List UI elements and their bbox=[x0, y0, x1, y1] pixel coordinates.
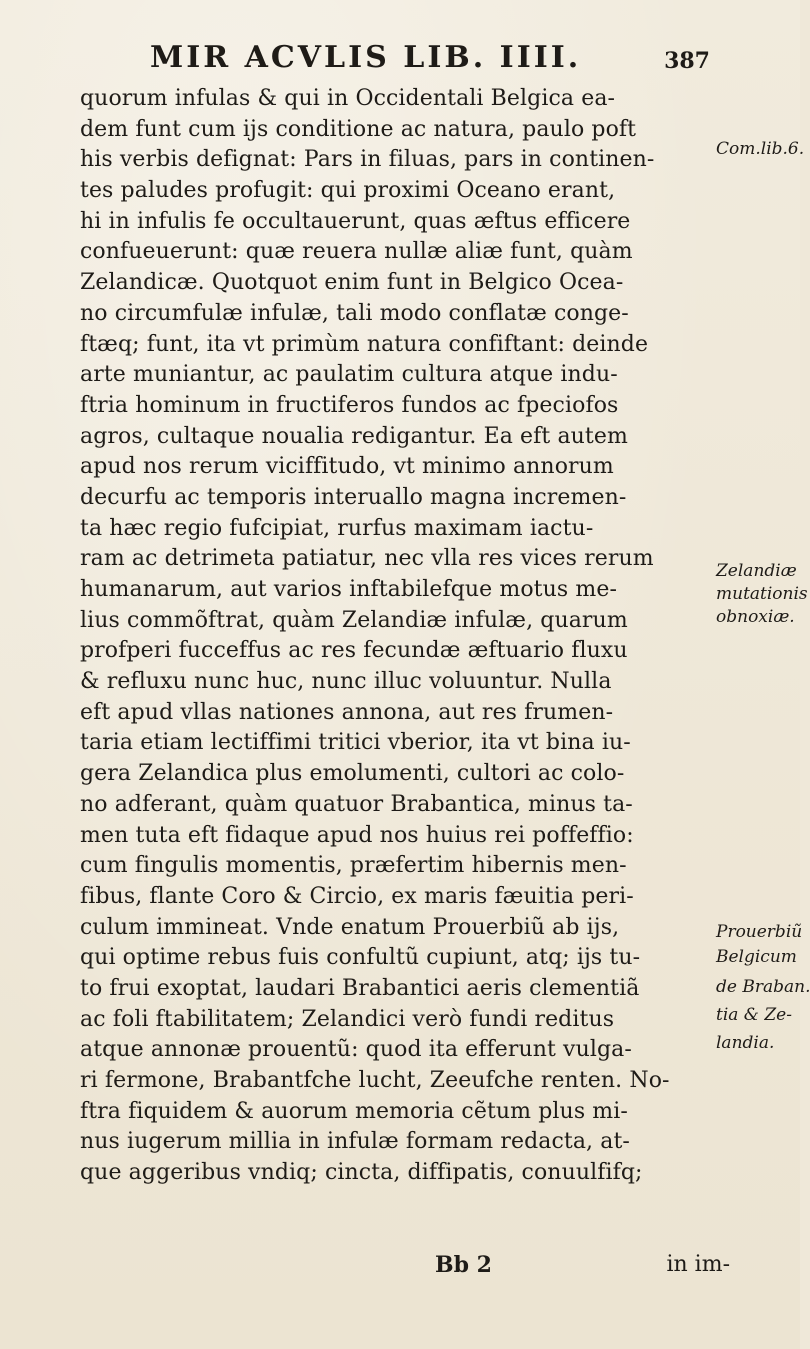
catchword: in im- bbox=[666, 1252, 730, 1277]
text-line: cum fingulis momentis, præfertim hibernis men- bbox=[80, 853, 627, 879]
text-line: no circumfulæ infulæ, tali modo conflatæ conge- bbox=[80, 300, 629, 326]
margin-note: landia. bbox=[716, 1033, 775, 1053]
text-line: arte muniantur, ac paulatim cultura atque indu- bbox=[80, 362, 618, 388]
text-line: eft apud vllas nationes annona, aut res frumen- bbox=[80, 699, 614, 725]
text-line: quorum infulas & qui in Occidentali Belgica ea- bbox=[80, 86, 616, 111]
margin-note: Belgicum bbox=[716, 947, 797, 967]
text-line: taria etiam lectiffimi tritici vberior, ita vt bina iu- bbox=[80, 730, 631, 756]
text-line: hi in infulis fe occultauerunt, quas æftus efficere bbox=[80, 208, 631, 234]
text-line: Zelandicæ. Quotquot enim funt in Belgico Ocea- bbox=[80, 270, 624, 296]
body-text bbox=[80, 84, 730, 1189]
page-number: 387 bbox=[664, 48, 710, 74]
text-line: agros, cultaque noualia redigantur. Ea eft autem bbox=[80, 423, 628, 449]
text-line: gera Zelandica plus emolumenti, cultori ac colo- bbox=[80, 761, 625, 787]
text-line: culum immineat. Vnde enatum Prouerbiũ ab ijs, bbox=[80, 914, 620, 940]
text-line: & refluxu nunc huc, nunc illuc voluuntur. Nulla bbox=[80, 669, 612, 695]
text-line: fibus, flante Coro & Circio, ex maris fæuitia peri- bbox=[80, 883, 634, 909]
text-line: to frui exoptat, laudari Brabantici aeris clementiã bbox=[80, 975, 640, 1001]
text-line: ftæq; funt, ita vt primùm natura confiftant: deinde bbox=[80, 331, 649, 357]
text-line: lius commõftrat, quàm Zelandiæ infulæ, quarum bbox=[80, 607, 628, 633]
text-line: ac foli ftabilitatem; Zelandici verò fundi reditus bbox=[80, 1006, 615, 1032]
text-line: tes paludes profugit: qui proximi Oceano erant, bbox=[80, 178, 616, 204]
text-line: ram ac detrimeta patiatur, nec vlla res vices rerum bbox=[80, 546, 654, 572]
text-line: ta hæc regio fufcipiat, rurfus maximam iactu- bbox=[80, 515, 594, 541]
margin-note: Com.lib.6. bbox=[716, 139, 805, 159]
page-header bbox=[150, 40, 710, 80]
text-line: atque annonæ prouentũ: quod ita efferunt vulga- bbox=[80, 1037, 632, 1063]
text-line: dem funt cum ijs conditione ac natura, paulo poft bbox=[80, 116, 637, 142]
text-line: qui optime rebus fuis confultũ cupiunt, atq; ijs tu- bbox=[80, 945, 641, 971]
margin-note: tia & Ze- bbox=[716, 1005, 792, 1025]
text-line: humanarum, aut varios inftabilefque motus me- bbox=[80, 577, 617, 602]
text-line: ri fermone, Brabantfche lucht, Zeeufche renten. No- bbox=[80, 1068, 670, 1093]
running-head: MIR ACVLIS LIB. IIII. bbox=[150, 40, 582, 75]
text-line: profperi fucceffus ac res fecundæ æftuario fluxu bbox=[80, 638, 628, 664]
text-line: no adferant, quàm quatuor Brabantica, minus ta- bbox=[80, 791, 633, 817]
margin-note: obnoxiæ. bbox=[716, 607, 795, 627]
text-line: que aggeribus vndiq; cincta, diffipatis, conuulfifq; bbox=[80, 1160, 643, 1186]
margin-note: de Braban. bbox=[716, 977, 810, 997]
margin-note: Zelandiæ bbox=[716, 561, 797, 581]
margin-note: mutationis bbox=[716, 584, 808, 604]
text-line: ftria hominum in fructiferos fundos ac fpeciofos bbox=[80, 392, 619, 418]
text-line: ftra fiquidem & auorum memoria cẽtum plus mi- bbox=[80, 1098, 628, 1124]
text-line: apud nos rerum viciffitudo, vt minimo annorum bbox=[80, 454, 614, 480]
text-line: confueuerunt: quæ reuera nullæ aliæ funt, quàm bbox=[80, 239, 633, 265]
text-line: decurfu ac temporis interuallo magna incremen- bbox=[80, 484, 627, 510]
margin-note: Prouerbiũ bbox=[716, 922, 803, 942]
text-line: men tuta eft fidaque apud nos huius rei poffeffio: bbox=[80, 822, 634, 848]
text-line: nus iugerum millia in infulæ formam redacta, at- bbox=[80, 1129, 630, 1155]
page-footer bbox=[80, 1252, 730, 1282]
signature-mark: Bb 2 bbox=[435, 1252, 492, 1278]
text-line: his verbis defignat: Pars in filuas, pars in continen- bbox=[80, 147, 655, 173]
